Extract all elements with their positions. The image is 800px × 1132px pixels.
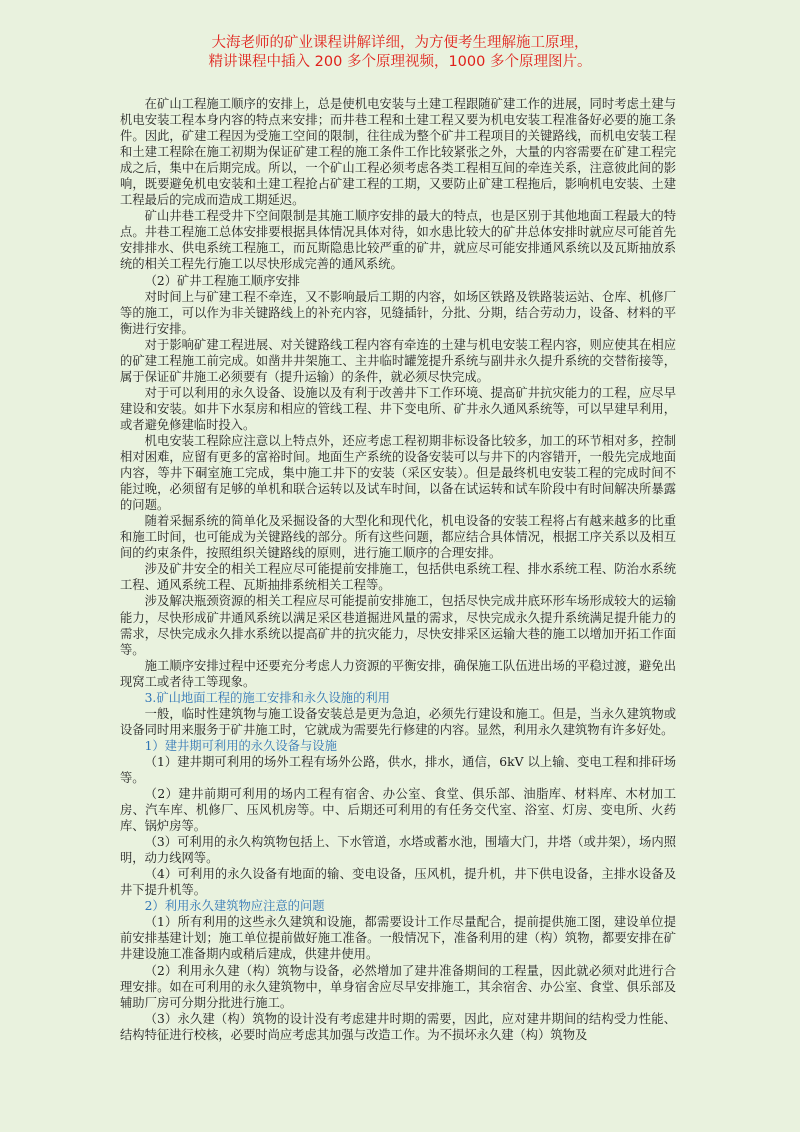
- paragraph: 涉及矿井安全的相关工程应尽可能提前安排施工，包括供电系统工程、排水系统工程、防治水系统工程、通风系统工程、瓦斯抽排系统相关工程等。: [120, 562, 676, 593]
- subsection-heading: 2）利用永久建筑物应注意的问题: [144, 899, 325, 914]
- paragraph: 在矿山工程施工顺序的安排上，总是使机电安装与土建工程跟随矿建工作的进展，同时考虑土建与机电安装工程本身内容的特点来安排；而井巷工程和土建工程又要为机电安装工程准备好必要的施工条件。因此，矿建工程因为受施工空间的限制，往往成为整个矿井工程项目的关键路线，而机电安装工程和土建工程除在施工初期为保证矿建工程的施工条件工作比较紧张之外，大量的内容需要在矿建工程完成之后，集中在后期完成。所以，一个矿山工程必须考虑各类工程相互间的牵连关系，注意彼此间的影响，既要避免机电安装和土建工程抢占矿建工程的工期，又要防止矿建工程拖后，影响机电安装、土建工程最后的完成而造成工期延迟。: [120, 97, 676, 208]
- paragraph: （2）建井前期可利用的场内工程有宿舍、办公室、食堂、俱乐部、油脂库、材料库、木材加工房、汽车库、机修厂、压风机房等。中、后期还可利用的有任务交代室、浴室、灯房、变电所、火药库、锅炉房等。: [120, 787, 676, 834]
- promo-line-2: 精讲课程中插入 200 多个原理视频，1000 多个原理图片。: [208, 54, 592, 70]
- paragraph: （2）利用永久建（构）筑物与设备，必然增加了建井准备期间的工程量，因此就必须对此进行合理安排。如在可利用的永久建筑物中，单身宿舍应尽早安排施工，其余宿舍、办公室、食堂、俱乐部及辅助厂房可分期分批进行施工。: [120, 963, 676, 1010]
- document-body: [120, 96, 676, 1043]
- paragraph: 对时间上与矿建工程不牵连，又不影响最后工期的内容，如场区铁路及铁路装运站、仓库、机修厂等的施工，可以作为非关键路线上的补充内容，见缝插针，分批、分期，结合劳动力，设备、材料的平衡进行安排。: [120, 289, 676, 336]
- promo-line-1: 大海老师的矿业课程讲解详细，为方便考生理解施工原理，: [211, 35, 589, 51]
- paragraph: 对于可以利用的永久设备、设施以及有利于改善井下工作环境、提高矿井抗灾能力的工程，应尽早建设和安装。如井下水泵房和相应的管线工程、井下变电所、矿井永久通风系统等，可以早建早利用，或者避免修建临时投入。: [120, 385, 676, 432]
- paragraph: 涉及解决瓶颈资源的相关工程应尽可能提前安排施工，包括尽快完成井底环形车场形成较大的运输能力，尽快形成矿井通风系统以满足采区巷道掘进风量的需求，尽快完成永久提升系统满足提升能力的需求，尽快完成永久排水系统以提高矿井的抗灾能力，尽快安排采区运输大巷的施工以增加开拓工作面等。: [120, 594, 676, 657]
- paragraph: 矿山井巷工程受井下空间限制是其施工顺序安排的最大的特点，也是区别于其他地面工程最大的特点。井巷工程施工总体安排要根据具体情况具体对待，如水患比较大的矿井总体安排时就应尽可能首先安排排水、供电系统工程施工，而瓦斯隐患比较严重的矿井，就应尽可能安排通风系统以及瓦斯抽放系统的相关工程先行施工以尽快形成完善的通风系统。: [120, 209, 676, 272]
- paragraph: 一般，临时性建筑物与施工设备安装总是更为急迫，必须先行建设和施工。但是，当永久建筑物或设备同时用来服务于矿井施工时，它就成为需要先行修建的内容。显然，利用永久建筑物有许多好处。: [120, 706, 676, 737]
- promo-banner: [0, 34, 800, 72]
- section-heading: （2）矿井工程施工顺序安排: [144, 273, 300, 288]
- paragraph: （4）可利用的永久设备有地面的输、变电设备，压风机，提升机，井下供电设备，主排水设备及井下提升机等。: [120, 867, 676, 898]
- paragraph: （1）所有利用的这些永久建筑和设施，都需要设计工作尽量配合，提前提供施工图，建设单位提前安排基建计划；施工单位提前做好施工准备。一般情况下，准备利用的建（构）筑物，都要安排在矿井建设施工准备期内或稍后建成，供建井使用。: [120, 915, 676, 962]
- paragraph: 对于影响矿建工程进展、对关键路线工程内容有牵连的土建与机电安装工程内容，则应使其在相应的矿建工程施工前完成。如凿井井架施工、主井临时罐笼提升系统与副井永久提升系统的交替衔接等，属于保证矿井施工必须要有（提升运输）的条件，就必须尽快完成。: [120, 337, 676, 384]
- paragraph: 施工顺序安排过程中还要充分考虑人力资源的平衡安排，确保施工队伍进出场的平稳过渡，避免出现窝工或者待工等现象。: [120, 658, 676, 689]
- paragraph: 随着采掘系统的简单化及采掘设备的大型化和现代化，机电设备的安装工程将占有越来越多的比重和施工时间，也可能成为关键路线的部分。所有这些问题，都应结合具体情况，根据工序关系以及相互间的约束条件，按照组织关键路线的原则，进行施工顺序的合理安排。: [120, 514, 676, 561]
- section-heading: 3.矿山地面工程的施工安排和永久设施的利用: [144, 690, 390, 705]
- paragraph: 机电安装工程除应注意以上特点外，还应考虑工程初期非标设备比较多，加工的环节相对多，控制相对困难，应留有更多的富裕时间。地面生产系统的设备安装可以与井下的内容错开，一般先完成地面内容，等井下硐室施工完成，集中施工井下的安装（采区安装）。但是最终机电安装工程的完成时间不能过晚，必须留有足够的单机和联合运转以及试车时间，以备在试运转和试车阶段中有时间解决所暴露的问题。: [120, 433, 676, 513]
- subsection-heading: 1）建井期可利用的永久设备与设施: [144, 738, 337, 753]
- paragraph: （3）永久建（构）筑物的设计没有考虑建井时期的需要，因此，应对建井期间的结构受力性能、结构特征进行校核，必要时尚应考虑其加强与改造工作。为不损坏永久建（构）筑物及: [120, 1011, 676, 1042]
- paragraph: （1）建井期可利用的场外工程有场外公路，供水，排水，通信，6kV 以上输、变电工程和排矸场等。: [120, 754, 676, 785]
- paragraph: （3）可利用的永久构筑物包括上、下水管道，水塔或蓄水池，围墙大门，井塔（或井架），场内照明，动力线网等。: [120, 835, 676, 866]
